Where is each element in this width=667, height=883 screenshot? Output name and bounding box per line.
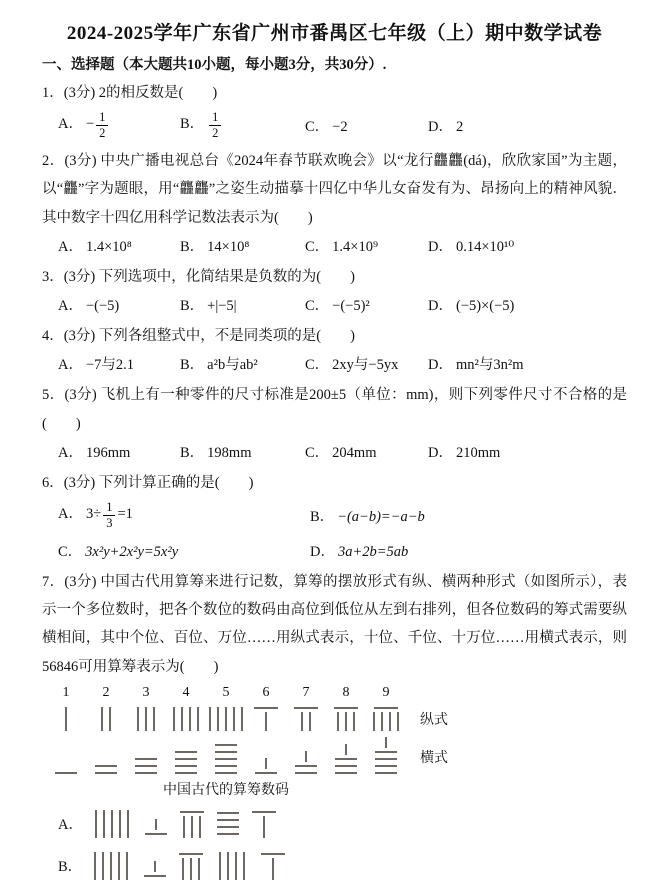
question-3-options: [42, 294, 627, 315]
rod-numeral-6-horizontal: [144, 861, 166, 880]
rod-digit-label: 4: [182, 684, 190, 700]
rod-numeral-6-vertical: [254, 707, 278, 731]
option-b: B． 198mm: [180, 444, 252, 461]
rod-stroke: [95, 810, 97, 838]
rod-stroke: [334, 707, 358, 709]
rod-stroke: [175, 751, 197, 753]
rod-numeral-3-horizontal: [135, 756, 157, 777]
option-a: A． −7与2.1: [58, 357, 135, 374]
rod-stroke: [353, 712, 355, 731]
rod-stroke: [265, 712, 267, 731]
rod-numeral-4-horizontal: [175, 749, 197, 777]
rod-stroke: [294, 707, 318, 709]
rod-stroke: [109, 707, 111, 731]
option-b: B． a²b与ab²: [180, 357, 258, 374]
rod-stroke: [95, 772, 117, 774]
option-c: C． 1.4×10⁹: [305, 238, 379, 255]
rod-stroke: [217, 819, 239, 821]
question-1-options: [42, 110, 627, 140]
rod-stroke: [126, 852, 128, 880]
rod-stroke: [135, 765, 157, 767]
question-6-options: [42, 500, 627, 561]
question-5-options: [42, 441, 627, 462]
option-c: C． −2: [305, 118, 348, 135]
vertical-form-label: 纵式: [420, 712, 448, 728]
option-b: B． +|−5|: [180, 298, 237, 315]
rod-numeral-3-vertical: [134, 707, 158, 731]
rod-stroke: [101, 707, 103, 731]
rod-stroke: [345, 712, 347, 731]
rod-numeral-7-vertical: [294, 707, 318, 731]
rod-stroke: [295, 772, 317, 774]
rod-stroke: [183, 816, 185, 838]
rod-digit-label: 7: [302, 684, 310, 700]
rod-numeral-1-horizontal: [55, 770, 77, 777]
rod-numeral-8-vertical: [334, 707, 358, 731]
rod-stroke: [255, 772, 277, 774]
rod-stroke: [65, 707, 67, 731]
rod-stroke: [135, 772, 157, 774]
rod-digit-label: 9: [382, 684, 390, 700]
rod-sequence-b: [91, 852, 285, 880]
rod-numeral-8-vertical: [179, 853, 203, 880]
question-2: [42, 147, 627, 256]
rod-stroke: [385, 737, 387, 748]
rod-stroke: [243, 852, 245, 880]
rod-numeral-6-vertical: [252, 811, 276, 838]
rod-stroke: [209, 707, 211, 731]
section-header: 一、选择题（本大题共10小题，每小题3分，共30分）.: [42, 57, 387, 73]
question-2-stem: 2．(3分) 中央广播电视总台《2024年春节联欢晚会》以“龙行龘龘(dá)，欣欣家国”为主题，以“龘”字为题眼，用“龘龘”之姿生动描摹十四亿中华儿女奋发有为、昂扬向上的精神风貌．其中数字十四亿用科学记数法表示为( ): [42, 153, 627, 226]
rod-digit-label: 6: [262, 684, 270, 700]
rod-stroke: [335, 758, 357, 760]
rod-stroke: [215, 744, 237, 746]
rod-numeral-5-vertical: [92, 810, 132, 838]
rod-stroke: [252, 811, 276, 813]
rod-stroke: [305, 751, 307, 762]
question-6-stem: 6．(3分) 下列计算正确的是( ): [42, 474, 254, 491]
rod-stroke: [375, 765, 397, 767]
rod-numeral-2-vertical: [98, 707, 114, 731]
rod-stroke: [261, 853, 285, 855]
rod-stroke: [215, 751, 237, 753]
rod-stroke: [127, 810, 129, 838]
rod-stroke: [217, 707, 219, 731]
question-4-options: [42, 353, 627, 374]
counting-rods-grid: [46, 685, 627, 777]
question-3-stem: 3．(3分) 下列选项中，化简结果是负数的为( ): [42, 268, 355, 285]
rod-sequence-a: [92, 810, 276, 838]
rod-numeral-6-vertical: [261, 853, 285, 880]
rod-stroke: [94, 852, 96, 880]
rod-stroke: [335, 765, 357, 767]
rod-stroke: [301, 712, 303, 731]
rod-numeral-1-vertical: [62, 707, 70, 731]
option-a: A． 1.4×10⁸: [58, 238, 132, 255]
rod-stroke: [145, 707, 147, 731]
option-a: A． − $\frac{1}{2}$: [58, 110, 180, 140]
rod-stroke: [217, 826, 239, 828]
rod-numeral-4-horizontal: [217, 810, 239, 838]
question-7-stem: 7．(3分) 中国古代用算筹来进行记数，算筹的摆放形式有纵、横两种形式（如图所示），表示一个多位数时，把各个数位的数码由高位到低位从左到右排列，但各位数码的筹式需要纵横相间，其中个位、百位、万位……用纵式表示，十位、千位、十万位……用横式表示，则56846可用算筹表示为( ): [42, 573, 627, 675]
option-a: A． 3÷ $\frac{1}{3}$ =1: [58, 500, 133, 530]
option-b: B． −(a−b)=−a−b: [310, 508, 425, 525]
rod-numeral-5-horizontal: [215, 742, 237, 777]
counting-rods-diagram: [46, 685, 627, 799]
rod-numeral-5-vertical: [91, 852, 131, 880]
option-d: D． 3a+2b=5ab: [310, 543, 409, 560]
rod-numeral-8-vertical: [180, 811, 204, 838]
rod-stroke: [175, 765, 197, 767]
rod-stroke: [375, 751, 397, 753]
rod-stroke: [345, 744, 347, 755]
rod-stroke: [397, 712, 399, 731]
rod-stroke: [389, 712, 391, 731]
rod-digit-label: 3: [142, 684, 150, 700]
option-c: C． 204mm: [305, 444, 377, 461]
rod-stroke: [197, 707, 199, 731]
rod-stroke: [55, 772, 77, 774]
rod-digit-label: 1: [62, 684, 70, 700]
rod-stroke: [155, 819, 157, 830]
rod-stroke: [217, 812, 239, 814]
rod-stroke: [295, 765, 317, 767]
rod-stroke: [154, 861, 156, 872]
option-d: D． (−5)×(−5): [428, 298, 515, 315]
rod-numeral-7-horizontal: [295, 751, 317, 777]
rod-digit-label: 2: [102, 684, 110, 700]
rod-stroke: [199, 816, 201, 838]
question-5-stem: 5．(3分) 飞机上有一种零件的尺寸标准是200±5（单位：mm)，则下列零件尺寸不合格的是( ): [42, 387, 627, 432]
rod-stroke: [337, 712, 339, 731]
option-a: A．: [42, 807, 627, 841]
rod-numeral-8-horizontal: [335, 744, 357, 777]
rod-stroke: [374, 707, 398, 709]
rod-digit-label: 5: [222, 684, 230, 700]
option-d: D． 2: [428, 118, 464, 135]
rod-stroke: [175, 772, 197, 774]
rod-stroke: [102, 852, 104, 880]
rod-stroke: [175, 758, 197, 760]
question-4: [42, 322, 627, 374]
option-b: B．: [42, 849, 627, 883]
rod-numeral-4-vertical: [170, 707, 202, 731]
rod-stroke: [144, 875, 166, 877]
rod-stroke: [235, 852, 237, 880]
fraction: $\frac{1}{2}$: [96, 110, 108, 140]
rod-stroke: [137, 707, 139, 731]
rod-stroke: [309, 712, 311, 731]
option-c: C． −(−5)²: [305, 298, 370, 315]
rod-numeral-6-horizontal: [255, 758, 277, 777]
page-title: 2024-2025学年广东省广州市番禺区七年级（上）期中数学试卷: [66, 23, 603, 44]
rod-stroke: [119, 810, 121, 838]
rod-stroke: [373, 712, 375, 731]
rod-stroke: [215, 772, 237, 774]
rod-stroke: [118, 852, 120, 880]
question-1: [42, 79, 627, 140]
rod-stroke: [103, 810, 105, 838]
rod-stroke: [254, 707, 278, 709]
option-d: D． 210mm: [428, 444, 501, 461]
option-b: B． $\frac{1}{2}$: [180, 110, 305, 140]
rod-stroke: [263, 816, 265, 838]
rod-numeral-2-horizontal: [95, 763, 117, 777]
rod-stroke: [265, 758, 267, 769]
rod-stroke: [179, 853, 203, 855]
question-5: [42, 381, 627, 462]
rod-stroke: [95, 765, 117, 767]
rod-stroke: [381, 712, 383, 731]
question-3: [42, 263, 627, 315]
rod-stroke: [181, 707, 183, 731]
rod-stroke: [215, 758, 237, 760]
rod-numeral-5-vertical: [206, 707, 246, 731]
rod-stroke: [173, 707, 175, 731]
rod-stroke: [335, 772, 357, 774]
option-c: C． 3x²y+2x²y=5x²y: [58, 543, 179, 560]
rod-numeral-9-horizontal: [375, 737, 397, 777]
rod-stroke: [153, 707, 155, 731]
question-1-stem: 1．(3分) 2的相反数是( ): [42, 85, 218, 101]
rod-stroke: [233, 707, 235, 731]
question-7: [42, 568, 627, 883]
fraction: $\frac{1}{2}$: [209, 110, 221, 140]
option-b: B． 14×10⁸: [180, 238, 250, 255]
option-d: D． 0.14×10¹⁰: [428, 238, 515, 255]
minus-sign: −: [85, 116, 95, 133]
question-4-stem: 4．(3分) 下列各组整式中，不是同类项的是( ): [42, 328, 355, 345]
option-d: D． mn²与3n²m: [428, 357, 524, 374]
horizontal-form-label: 横式: [420, 750, 448, 766]
option-a: A． −(−5): [58, 298, 120, 315]
rod-stroke: [180, 811, 204, 813]
rod-numeral-9-vertical: [370, 707, 402, 731]
rod-stroke: [241, 707, 243, 731]
rod-stroke: [110, 852, 112, 880]
fraction: $\frac{1}{3}$: [103, 500, 115, 530]
rod-stroke: [189, 707, 191, 731]
rod-stroke: [219, 852, 221, 880]
counting-rods-caption: 中国古代的算筹数码: [163, 782, 289, 798]
rod-digit-label: 8: [342, 684, 350, 700]
rod-stroke: [145, 833, 167, 835]
rod-stroke: [227, 852, 229, 880]
rod-stroke: [375, 772, 397, 774]
question-6: [42, 469, 627, 561]
option-a: A． 196mm: [58, 444, 131, 461]
rod-numeral-6-horizontal: [145, 819, 167, 838]
rod-stroke: [215, 765, 237, 767]
rod-stroke: [217, 833, 239, 835]
rod-stroke: [225, 707, 227, 731]
rod-stroke: [375, 758, 397, 760]
rod-numeral-4-vertical: [216, 852, 248, 880]
option-c: C． 2xy与−5yx: [305, 357, 399, 374]
rod-stroke: [191, 816, 193, 838]
rod-stroke: [111, 810, 113, 838]
rod-stroke: [135, 758, 157, 760]
question-2-options: [42, 235, 627, 256]
